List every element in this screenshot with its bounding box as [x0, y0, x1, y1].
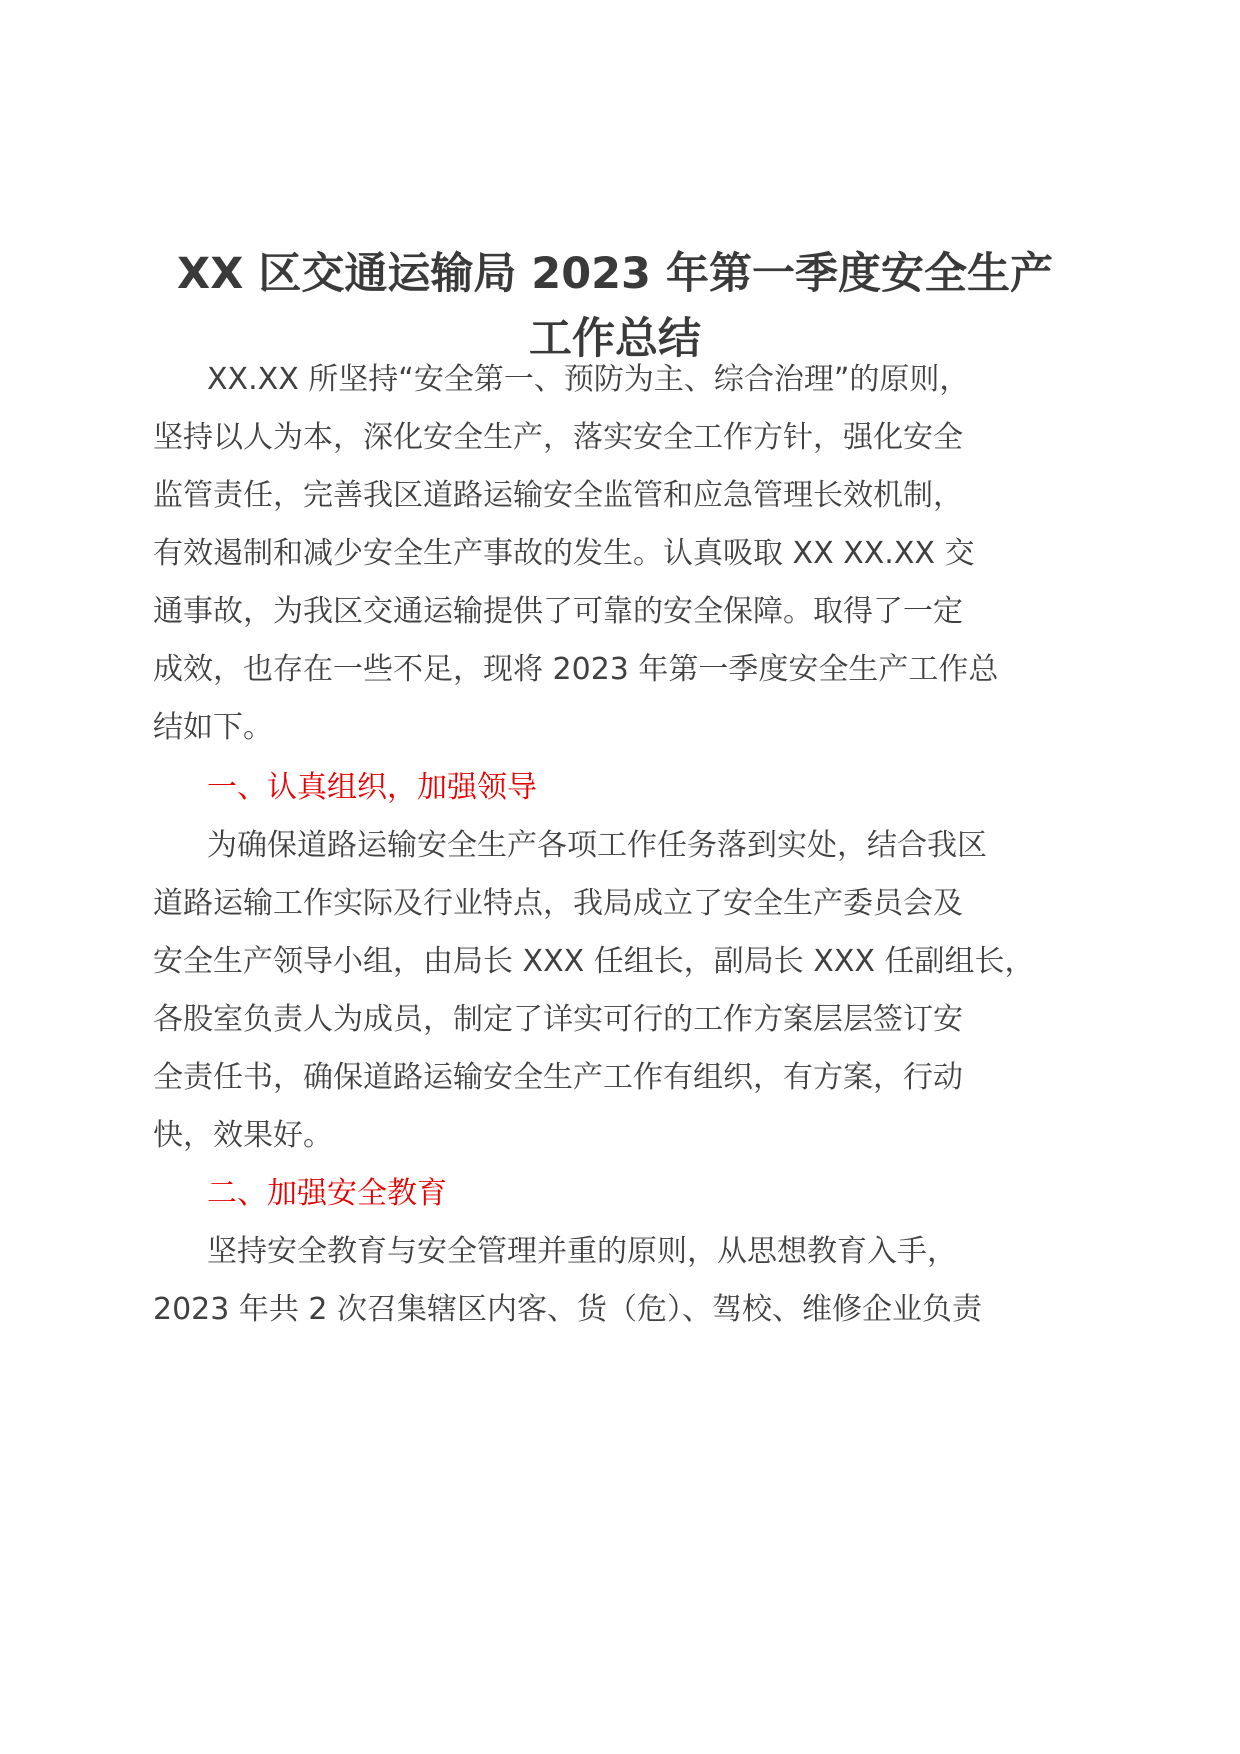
intro-line: 坚持以人为本，深化安全生产，落实安全工作方针，强化安全	[153, 420, 963, 455]
intro-line: 通事故，为我区交通运输提供了可靠的安全保障。取得了一定	[153, 594, 963, 629]
document-title-line1: XX 区交通运输局 2023 年第一季度安全生产	[177, 249, 1053, 299]
section1-line: 为确保道路运输安全生产各项工作任务落到实处，结合我区	[207, 828, 987, 863]
section2-line: 2023 年共 2 次召集辖区内客、货（危）、驾校、维修企业负责	[153, 1292, 983, 1327]
section1-heading: 一、认真组织，加强领导	[207, 770, 537, 805]
intro-line: XX.XX 所坚持“安全第一、预防为主、综合治理”的原则，	[207, 362, 970, 397]
intro-line: 成效，也存在一些不足，现将 2023 年第一季度安全生产工作总	[153, 652, 999, 687]
section1-line: 道路运输工作实际及行业特点，我局成立了安全生产委员会及	[153, 886, 963, 921]
section1-line: 安全生产领导小组，由局长 XXX 任组长，副局长 XXX 任副组长，	[153, 944, 1035, 979]
section2-line: 坚持安全教育与安全管理并重的原则，从思想教育入手，	[207, 1234, 957, 1269]
document-title-line2: 工作总结	[529, 314, 701, 364]
intro-line: 结如下。	[153, 710, 273, 745]
section2-heading: 二、加强安全教育	[207, 1176, 447, 1211]
section1-line: 快，效果好。	[153, 1118, 333, 1153]
section1-line: 各股室负责人为成员，制定了详实可行的工作方案层层签订安	[153, 1002, 963, 1037]
intro-line: 监管责任，完善我区道路运输安全监管和应急管理长效机制，	[153, 478, 963, 513]
section1-line: 全责任书，确保道路运输安全生产工作有组织，有方案，行动	[153, 1060, 963, 1095]
intro-line: 有效遏制和减少安全生产事故的发生。认真吸取 XX XX.XX 交	[153, 536, 975, 571]
